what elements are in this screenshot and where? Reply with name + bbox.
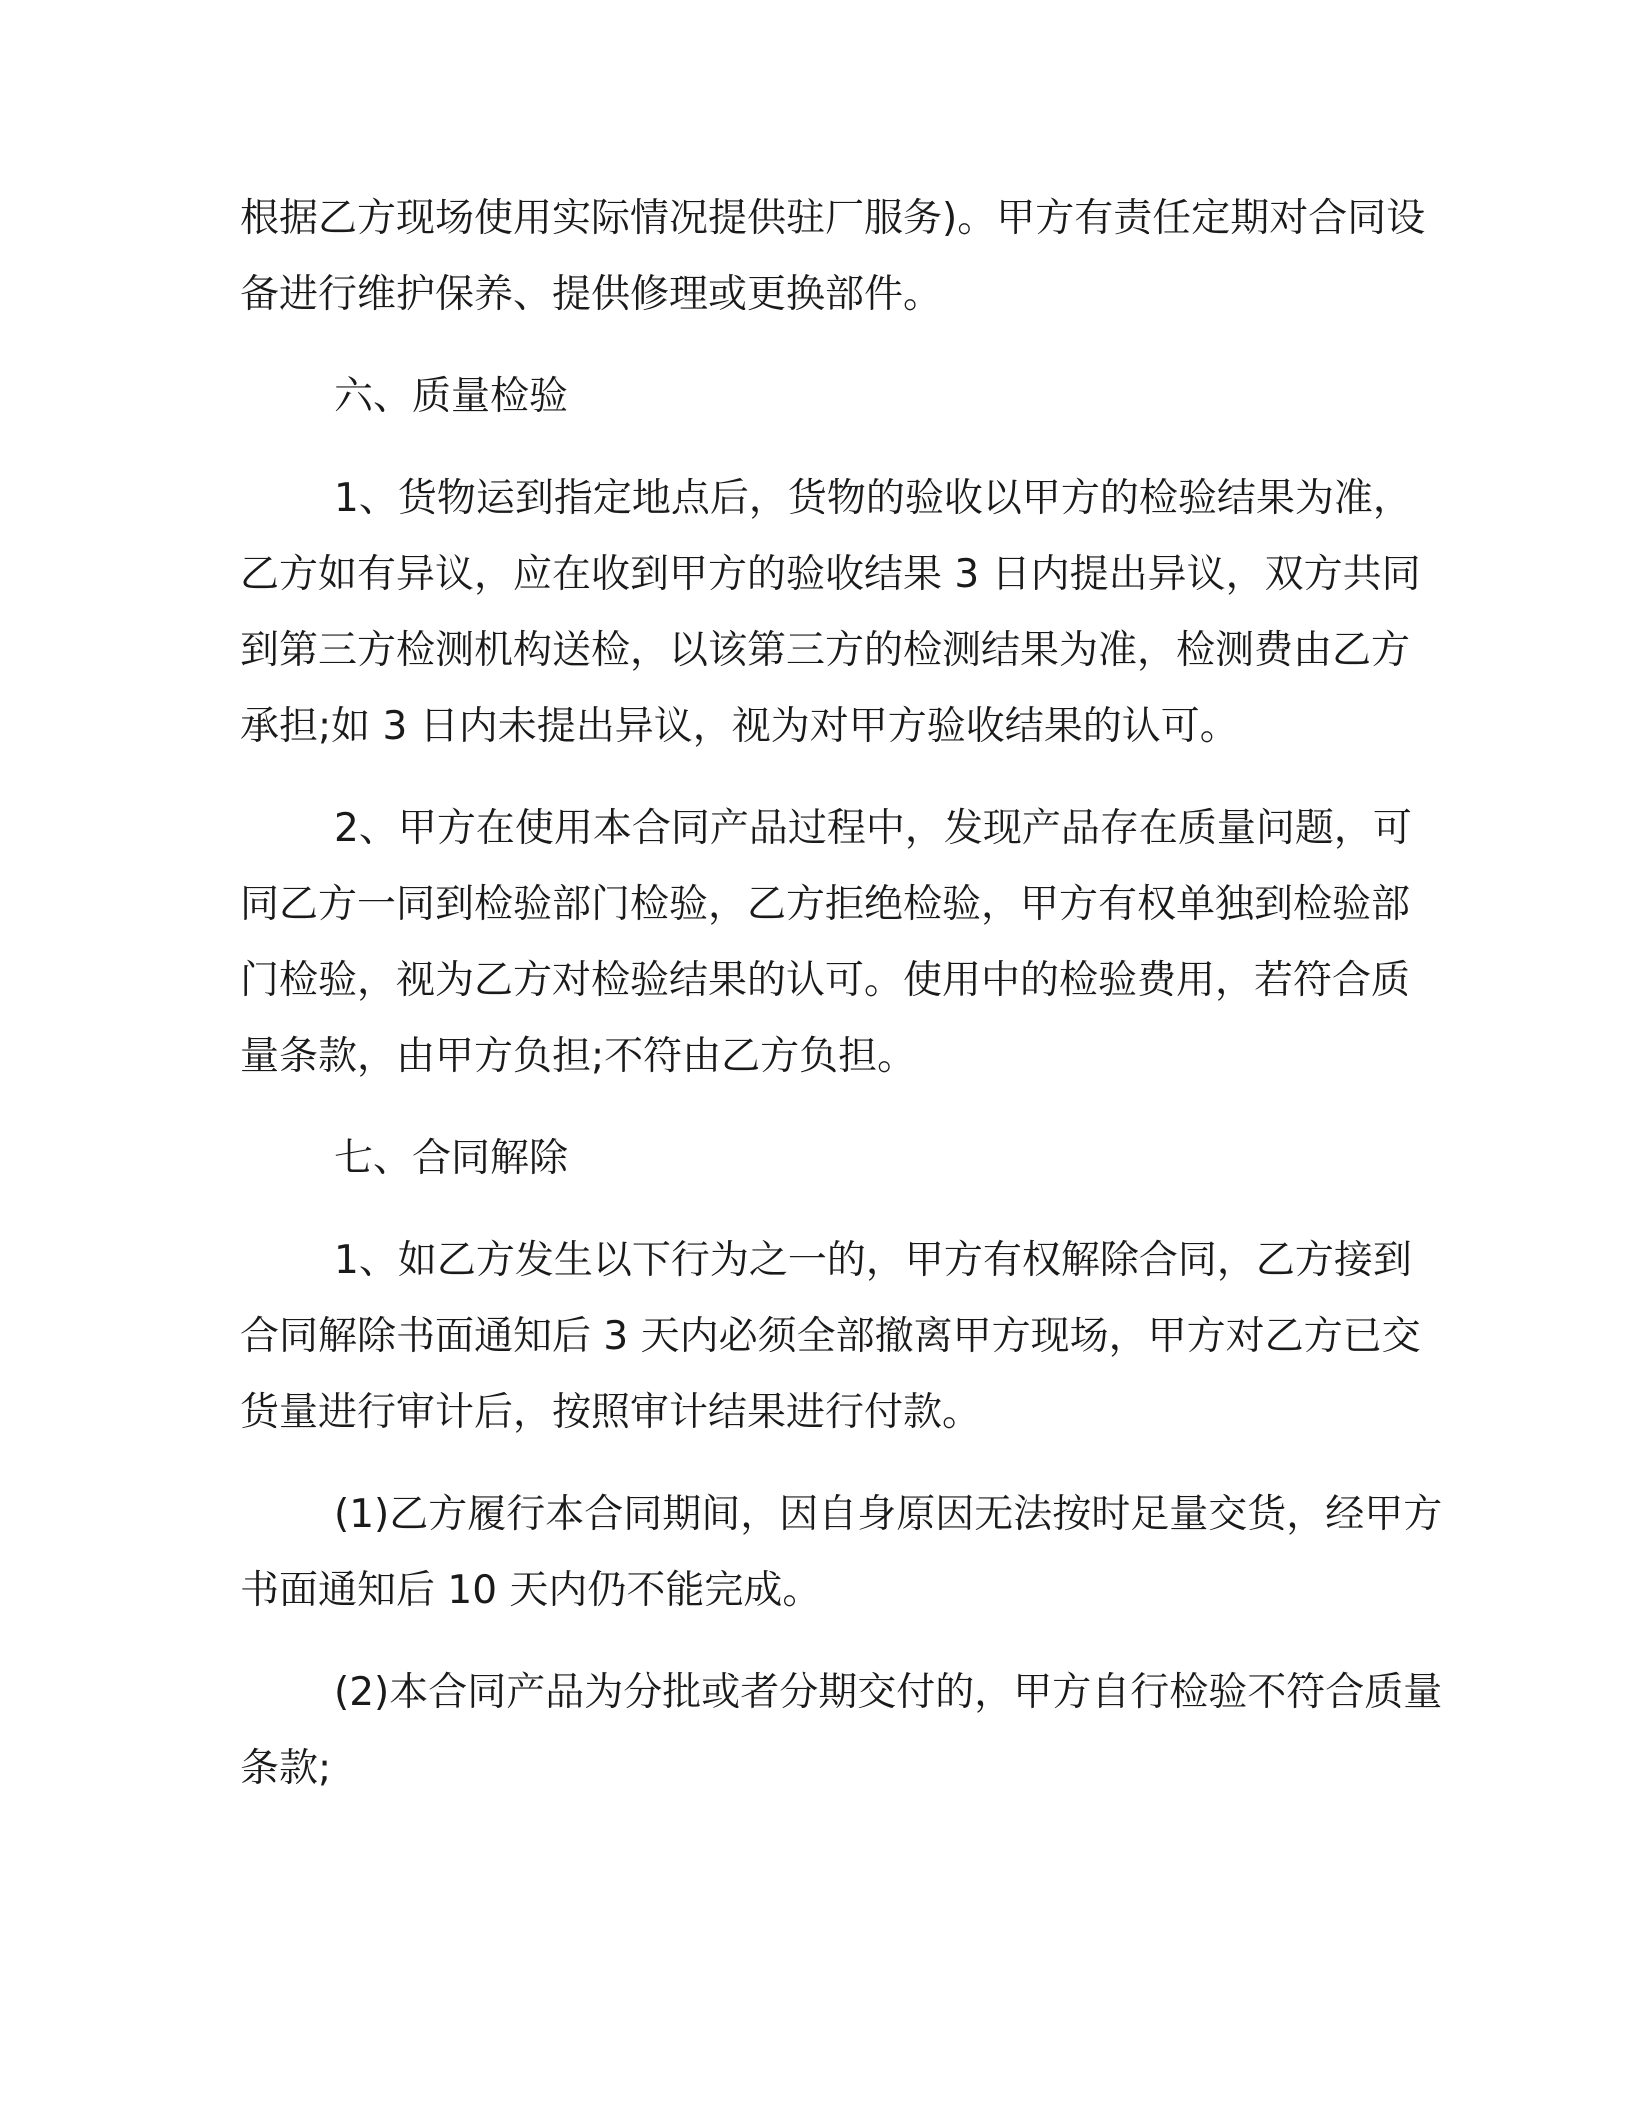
text-line: 条款; <box>240 1746 332 1791</box>
text-line: (1)乙方履行本合同期间，因自身原因无法按时足量交货，经甲方 <box>334 1492 1443 1537</box>
text-line: 货量进行审计后，按照审计结果进行付款。 <box>240 1390 982 1435</box>
text-line: 1、如乙方发生以下行为之一的，甲方有权解除合同，乙方接到 <box>334 1238 1412 1283</box>
text-line: 乙方如有异议，应在收到甲方的验收结果 3 日内提出异议，双方共同 <box>240 552 1421 597</box>
text-line: 2、甲方在使用本合同产品过程中，发现产品存在质量问题，可 <box>334 806 1412 851</box>
section-heading-quality-inspection: 六、质量检验 <box>334 374 569 419</box>
text-line: 合同解除书面通知后 3 天内必须全部撤离甲方现场，甲方对乙方已交 <box>240 1314 1421 1359</box>
text-line: 到第三方检测机构送检，以该第三方的检测结果为准，检测费由乙方 <box>240 628 1411 673</box>
text-line: 承担;如 3 日内未提出异议，视为对甲方验收结果的认可。 <box>240 704 1239 749</box>
text-line: 书面通知后 10 天内仍不能完成。 <box>240 1568 822 1613</box>
section-heading-contract-termination: 七、合同解除 <box>334 1136 569 1181</box>
text-line: 同乙方一同到检验部门检验，乙方拒绝检验，甲方有权单独到检验部 <box>240 882 1411 927</box>
text-line: (2)本合同产品为分批或者分期交付的，甲方自行检验不符合质量 <box>334 1670 1443 1715</box>
text-line: 备进行维护保养、提供修理或更换部件。 <box>240 272 943 317</box>
text-line: 门检验，视为乙方对检验结果的认可。使用中的检验费用，若符合质 <box>240 958 1411 1003</box>
text-line: 1、货物运到指定地点后，货物的验收以甲方的检验结果为准， <box>334 476 1412 521</box>
text-line: 量条款，由甲方负担;不符由乙方负担。 <box>240 1034 917 1079</box>
text-line: 根据乙方现场使用实际情况提供驻厂服务)。甲方有责任定期对合同设 <box>240 196 1426 241</box>
